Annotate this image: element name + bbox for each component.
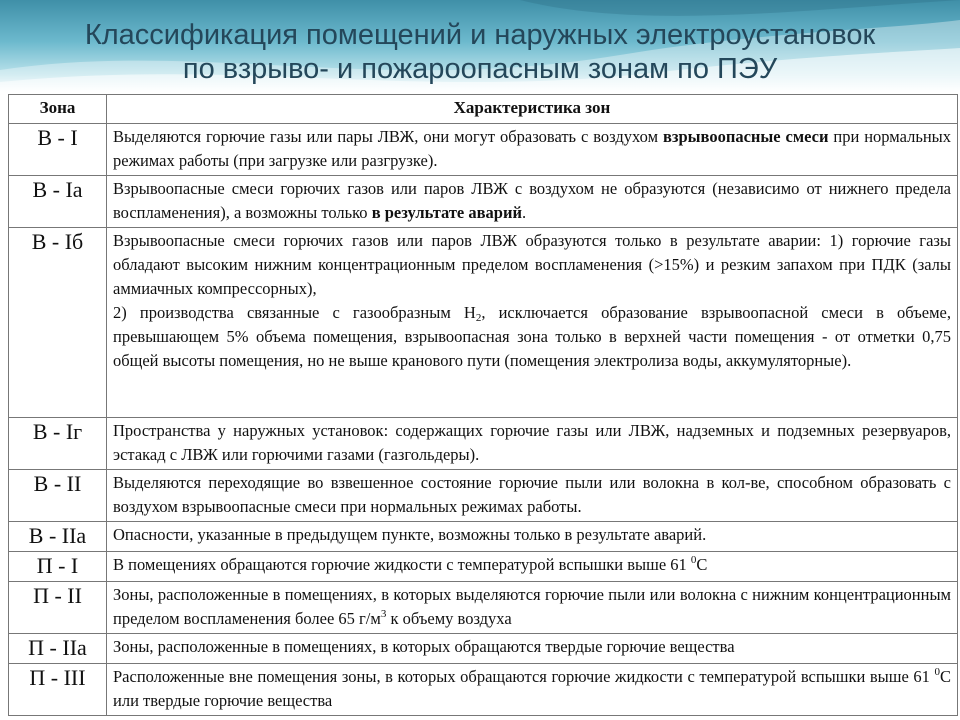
header-banner [0,0,960,92]
table-row [9,228,958,418]
zones-table [8,94,958,716]
table-row [9,124,958,176]
zone-code: П - IIа [9,634,107,664]
zone-description: Выделяются переходящие во взвешенное состояние горючие пыли или волокна в кол-ве, способном образовать с воздухом взрывоопасные смеси при нормальных режимах работы. [107,470,958,522]
zone-code: В - Iа [9,176,107,228]
zone-code: В - Iг [9,418,107,470]
zone-code: В - IIа [9,522,107,552]
emphasis: взрывоопасные смеси [662,127,829,146]
table-row [9,634,958,664]
zone-description: Пространства у наружных установок: содержащих горючие газы или ЛВЖ, надземных и подземных резервуаров, эстакад с ЛВЖ или горючими газами (газгольдеры). [107,418,958,470]
zone-code: П - II [9,582,107,634]
title-line-1: Классификация помещений и наружных электроустановок [84,19,876,51]
table-row [9,176,958,228]
zone-description: Опасности, указанные в предыдущем пункте, возможны только в результате аварий. [107,522,958,552]
table-row [9,522,958,552]
zone-code: П - III [9,664,107,716]
zone-code: В - II [9,470,107,522]
header-zone: Зона [9,95,107,124]
table-row [9,664,958,716]
table-row [9,552,958,582]
emphasis: в результате аварий [371,203,522,222]
zone-description: Выделяются горючие газы или пары ЛВЖ, они могут образовать с воздухом взрывоопасные смеси при нормальных режимах работы (при загрузке или разгрузке). [107,124,958,176]
page-title [0,18,960,86]
zone-code: В - I [9,124,107,176]
table-header-row [9,95,958,124]
zone-description: Взрывоопасные смеси горючих газов или паров ЛВЖ с воздухом не образуются (независимо от нижнего предела воспламенения), а возможны только в результате аварий. [107,176,958,228]
zone-description: В помещениях обращаются горючие жидкости с температурой вспышки выше 61 $^0$С [107,552,958,582]
description-paragraph: 2) производства связанные с газообразным $Н_2$, исключается образование взрывоопасной смеси в объеме, превышающем 5% объема помещения, взрывоопасная зона только в верхней части помещения - от отметки 0,75 общей высоты помещения, но не выше кранового пути (помещения электролиза воды, аккумуляторные). [113,303,951,370]
zone-code: В - Iб [9,228,107,418]
header-characteristic: Характеристика зон [107,95,958,124]
table-row [9,582,958,634]
zone-description: Зоны, расположенные в помещениях, в которых выделяются горючие пыли или волокна с нижним концентрационным пределом воспламенения более 65 $г/м^3$ к объему воздуха [107,582,958,634]
zone-description: Расположенные вне помещения зоны, в которых обращаются горючие жидкости с температурой вспышки выше 61 $^0$С или твердые горючие вещества [107,664,958,716]
table-row [9,470,958,522]
zone-code: П - I [9,552,107,582]
title-line-2: по взрыво- и пожароопасным зонам по ПЭУ [182,53,778,85]
zone-description [107,228,958,418]
description-paragraph: Взрывоопасные смеси горючих газов или паров ЛВЖ образуются только в результате аварии: 1) горючие газы обладают высоким нижним концентрационным пределом воспламенения (>15%) и резким запахом при ПДК (залы аммиачных компрессорных), [113,231,951,298]
table-row [9,418,958,470]
zone-description: Зоны, расположенные в помещениях, в которых обращаются твердые горючие вещества [107,634,958,664]
